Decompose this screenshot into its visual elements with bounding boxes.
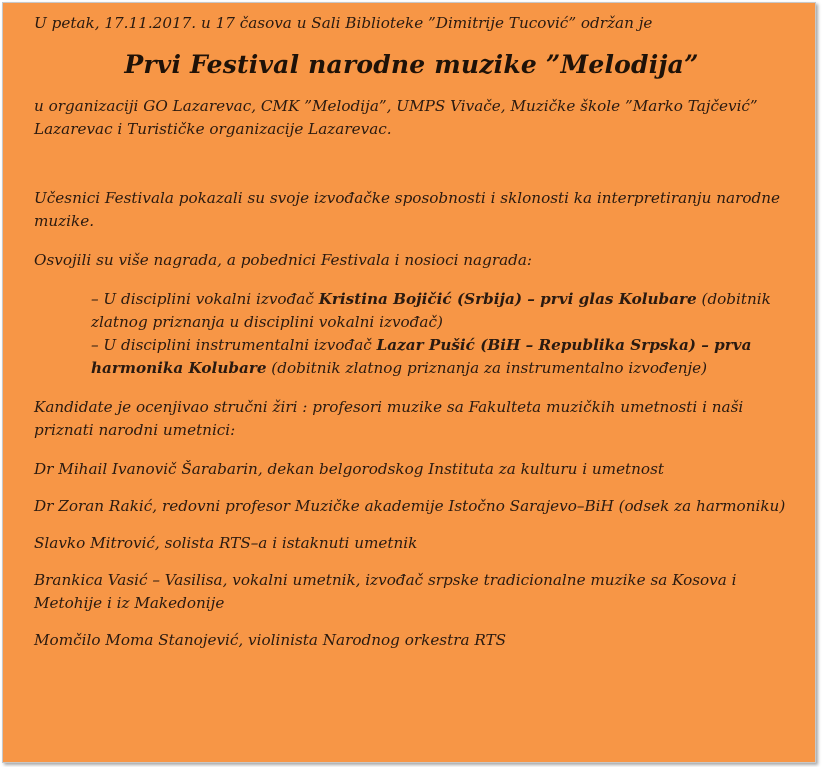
document-page (2, 2, 816, 763)
award-winner: Kristina Bojičić (Srbija) – prvi glas Kolubare (318, 290, 697, 308)
jury-member: Dr Zoran Rakić, redovni profesor Muzičke akademije Istočno Sarajevo–BiH (odsek za harmoniku) (34, 497, 786, 515)
intro-text: U petak, 17.11.2017. u 17 časova u Sali Biblioteke ”Dimitrije Tucović” održan je (34, 14, 653, 32)
jury-intro: Kandidate je ocenjivao stručni žiri : profesori muzike sa Fakulteta muzičkih umetnosti i naši priznati narodni umetnici: (34, 398, 744, 439)
award-suffix: (dobitnik zlatnog priznanja u disciplini vokalni izvođač) (91, 290, 771, 331)
awards-intro: Osvojili su više nagrada, a pobednici Festivala i nosioci nagrada: (34, 251, 533, 269)
festival-title: Prvi Festival narodne muzike ”Melodija” (124, 50, 699, 79)
participants-text: Učesnici Festivala pokazali su svoje izvođačke sposobnosti i sklonosti ka interpretiranju narodne muzike. (34, 189, 780, 230)
organization-text: u organizaciji GO Lazarevac, CMK ”Melodija”, UMPS Vivače, Muzičke škole ”Marko Tajčević” Lazarevac i Turističke organizacije Lazarevac. (34, 97, 758, 138)
award-prefix: – U disciplini vokalni izvođač (91, 290, 319, 308)
award-item (91, 288, 789, 334)
award-prefix: – U disciplini instrumentalni izvođač (91, 336, 377, 354)
award-suffix: (dobitnik zlatnog priznanja za instrumentalno izvođenje) (266, 359, 708, 377)
jury-member: Dr Mihail Ivanovič Šarabarin, dekan belgorodskog Instituta za kulturu i umetnost (34, 460, 664, 478)
jury-member: Brankica Vasić – Vasilisa, vokalni umetnik, izvođač srpske tradicionalne muzike sa Kosova i Metohije i iz Makedonije (34, 571, 737, 612)
document-content (34, 12, 789, 666)
jury-member: Slavko Mitrović, solista RTS–a i istaknuti umetnik (34, 534, 418, 552)
award-item (91, 334, 789, 380)
award-winner: Lazar Pušić (BiH – Republika Srpska) – prva harmonika Kolubare (91, 336, 752, 377)
awards-list (34, 288, 789, 380)
jury-member: Momčilo Moma Stanojević, violinista Narodnog orkestra RTS (34, 631, 507, 649)
